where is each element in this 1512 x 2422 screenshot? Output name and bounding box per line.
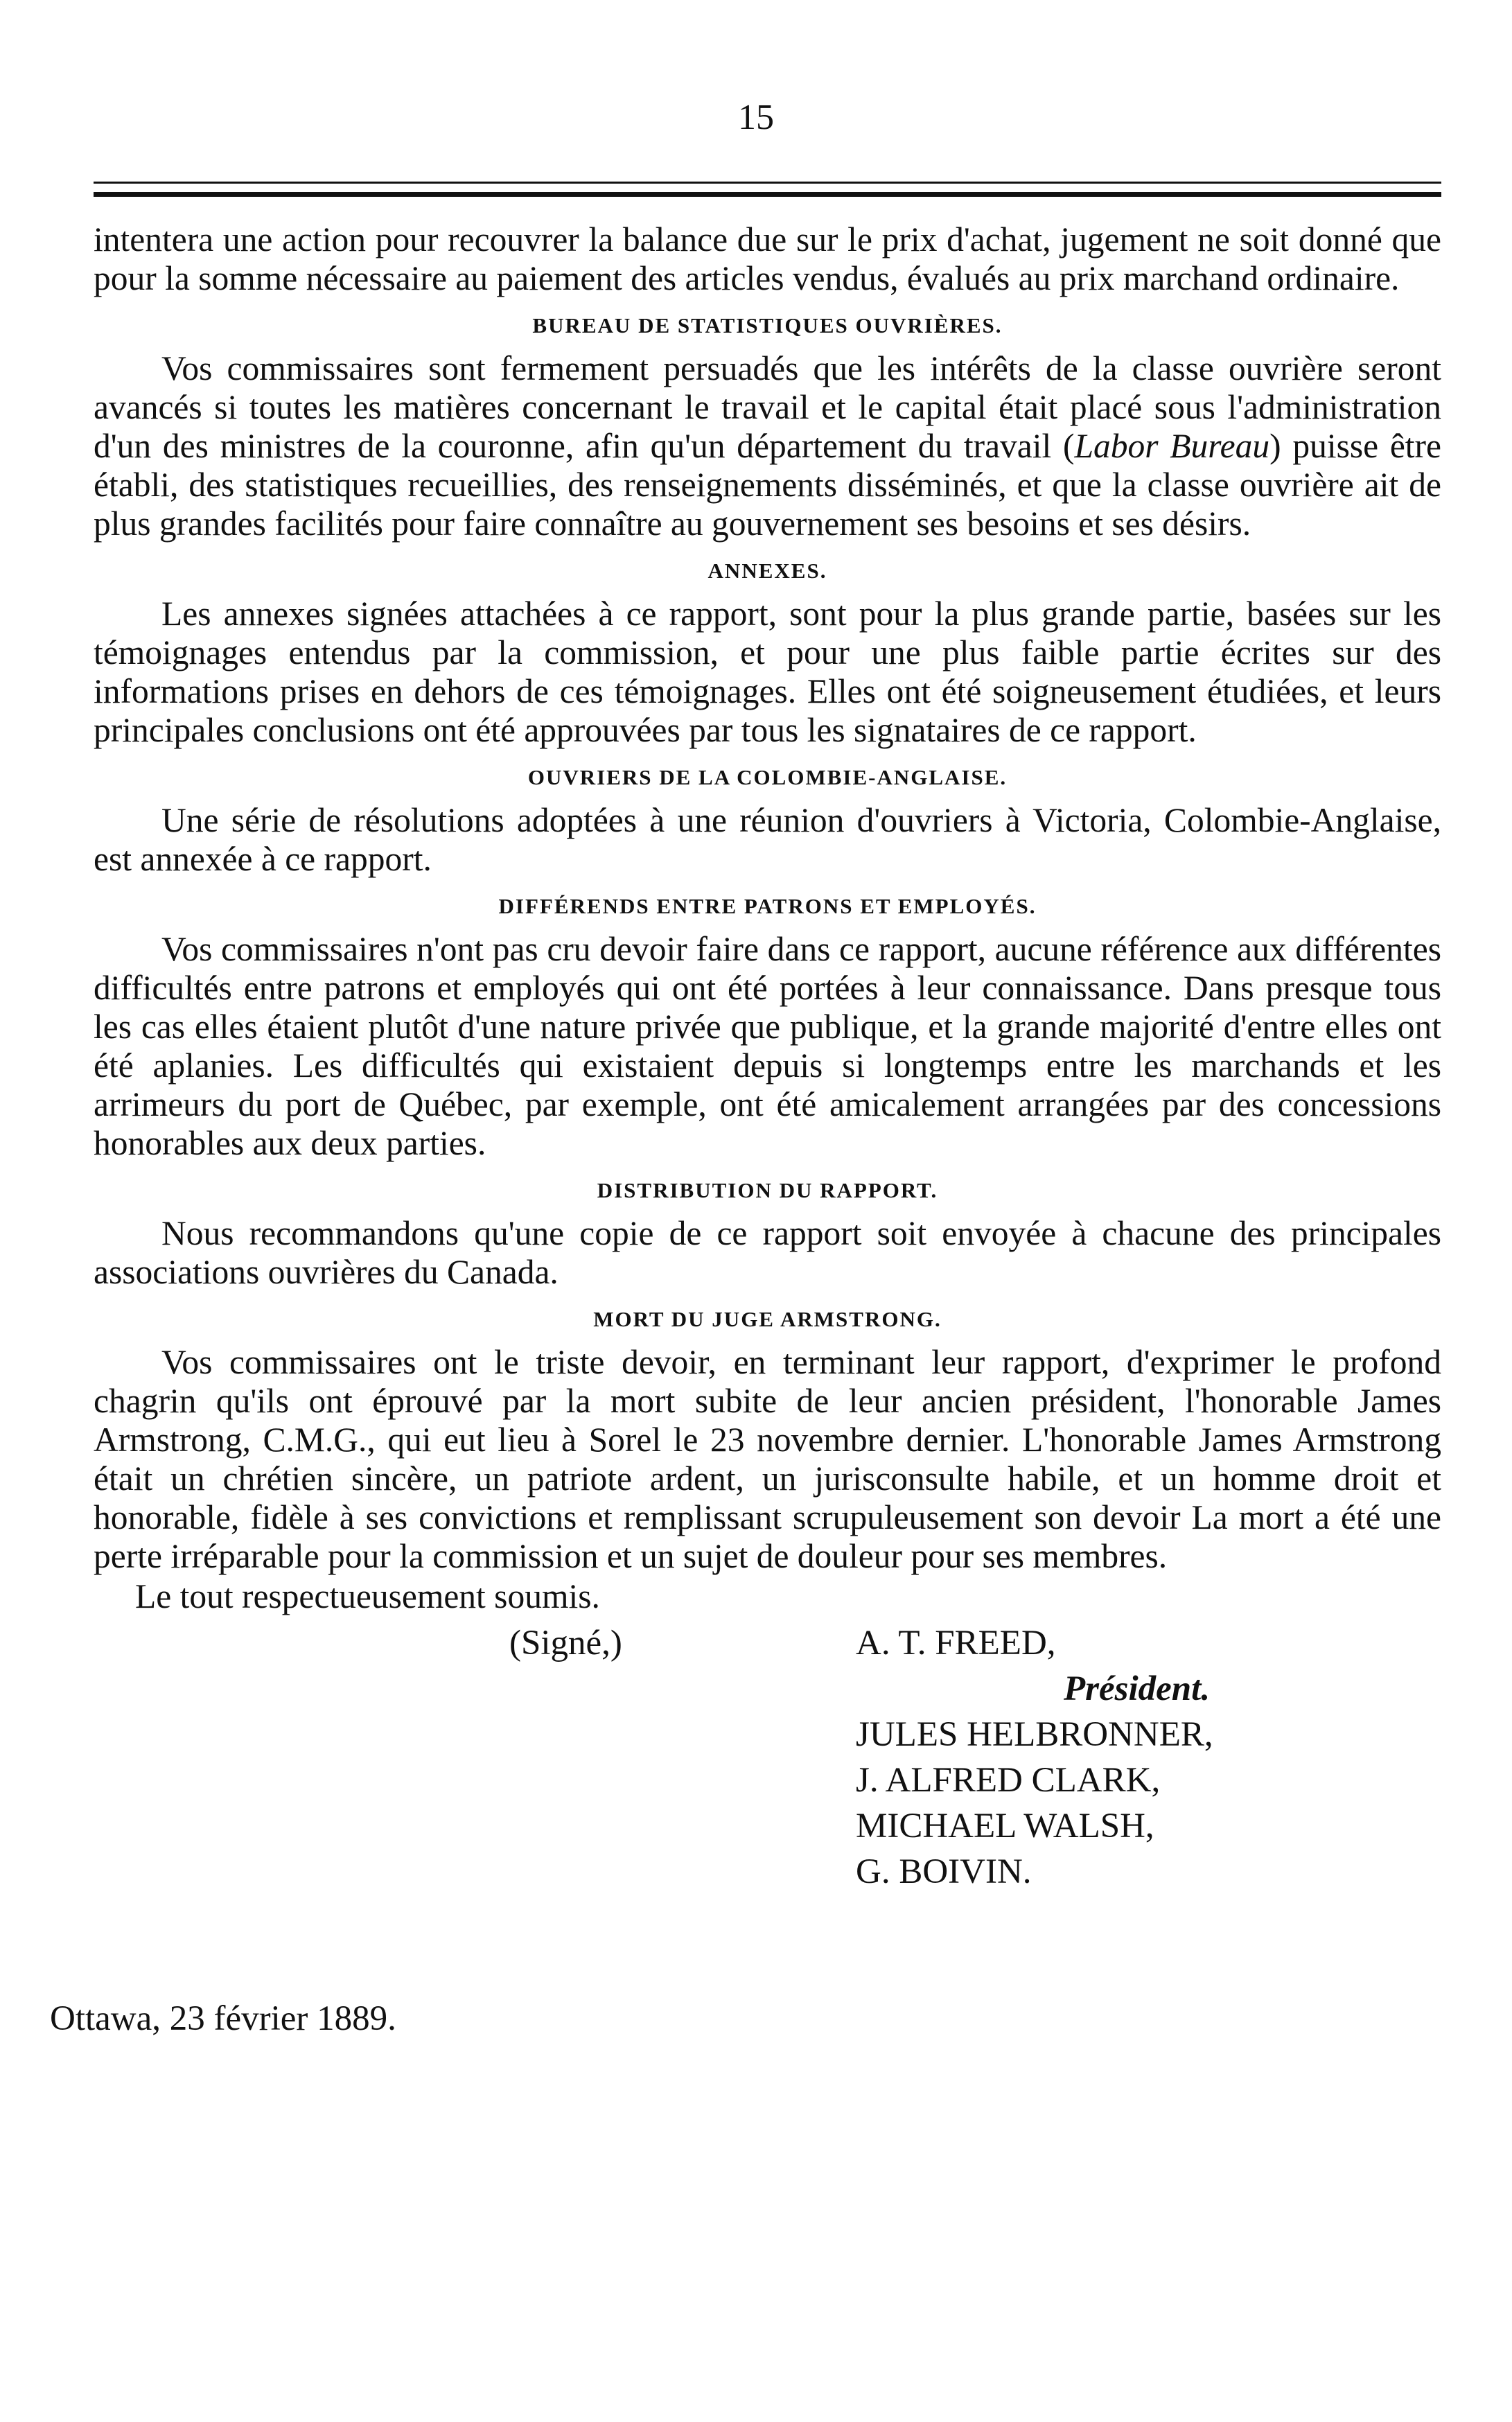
header-rule-thick [94,192,1441,197]
heading-differends: DIFFÉRENDS ENTRE PATRONS ET EMPLOYÉS. [498,894,1037,918]
president-title: Président. [1064,1669,1211,1708]
signe-label: (Signé,) [509,1624,622,1662]
heading-annexes: ANNEXES. [707,559,827,583]
signatory-name: J. ALFRED CLARK, [856,1761,1161,1800]
paragraph-mort: Vos commissaires ont le triste devoir, en terminant leur rapport, d'exprimer le profond chagrin qu'ils ont éprouvé par la mort subite de leur ancien président, l'honorable James Armstrong, C.M.G., qui eut lieu à Sorel le 23 novembre dernier. L'honorable James Armstrong était un chrétien sincère, un patriote ardent, un jurisconsulte habile, et un homme droit et honorable, fidèle à ses convictions et remplissant scrupuleusement son devoir La mort a été une perte irréparable pour la commission et un sujet de douleur pour ses membres. [94,1343,1441,1575]
date-text: Ottawa, 23 février 1889. [50,1999,396,2038]
header-rule-thin [94,182,1441,184]
signatories-list [856,1620,1213,1895]
signature-block [94,1620,1441,2064]
date-line [50,1999,396,2039]
heading-bureau-statistiques: BUREAU DE STATISTIQUES OUVRIÈRES. [532,313,1003,337]
paragraph-continuation: intentera une action pour recouvrer la balance due sur le prix d'achat, jugement ne soit donné que pour la somme nécessaire au paiement des articles vendus, évalués au prix marchand ordinaire. [94,220,1441,297]
signatory-name: JULES HELBRONNER, [856,1715,1213,1754]
closing-line: Le tout respectueusement soumis. [135,1577,600,1615]
paragraph-bureau [94,349,1441,543]
paragraph-ouvriers: Une série de résolutions adoptées à une réunion d'ouvriers à Victoria, Colombie-Anglaise, est annexée à ce rapport. [94,801,1441,878]
signatory-name: MICHAEL WALSH, [856,1807,1154,1845]
paragraph-differends: Vos commissaires n'ont pas cru devoir faire dans ce rapport, aucune référence aux différentes difficultés entre patrons et employés qui ont été portées à leur connaissance. Dans presque tous les cas elles étaient plutôt d'une nature privée que publique, et la grande majorité d'entre elles ont été aplanies. Les difficultés qui existaient depuis si longtemps entre les marchands et les arrimeurs du port de Québec, par exemple, ont été amicalement arrangées par des concessions honorables aux deux parties. [94,930,1441,1162]
president-name: A. T. FREED, [856,1624,1056,1662]
labor-bureau-italic: Labor Bureau [1074,427,1270,465]
document-body [94,220,1441,2064]
paragraph-annexes: Les annexes signées attachées à ce rapport, sont pour la plus grande partie, basées sur les témoignages entendus par la commission, et pour une plus faible partie écrites sur des informations prises en dehors de ces témoignages. Elles ont été soigneusement étudiées, et leurs principales conclusions ont été approuvées par tous les signataires de ce rapport. [94,595,1441,749]
signatory-name: G. BOIVIN. [856,1852,1032,1891]
heading-distribution: DISTRIBUTION DU RAPPORT. [597,1178,938,1202]
paragraph-bureau-part2: ) puisse être établi, des statistiques recueillies, des renseignements disséminés, et que la classe ouvrière ait de plus grandes facilités pour faire connaître au gouvernement ses besoins et ses désirs. [94,427,1441,543]
paragraph-bureau-part1: Vos commissaires sont fermement persuadés que les intérêts de la classe ouvrière seront avancés si toutes les matières concernant le travail et le capital était placé sous l'administration d'un des ministres de la couronne, afin qu'un département du travail ( [94,349,1441,465]
heading-mort-armstrong: MORT DU JUGE ARMSTRONG. [593,1307,942,1331]
heading-ouvriers-colombie: OUVRIERS DE LA COLOMBIE-ANGLAISE. [527,765,1008,789]
page-number: 15 [738,98,774,137]
paragraph-distribution: Nous recommandons qu'une copie de ce rapport soit envoyée à chacune des principales associations ouvrières du Canada. [94,1214,1441,1291]
